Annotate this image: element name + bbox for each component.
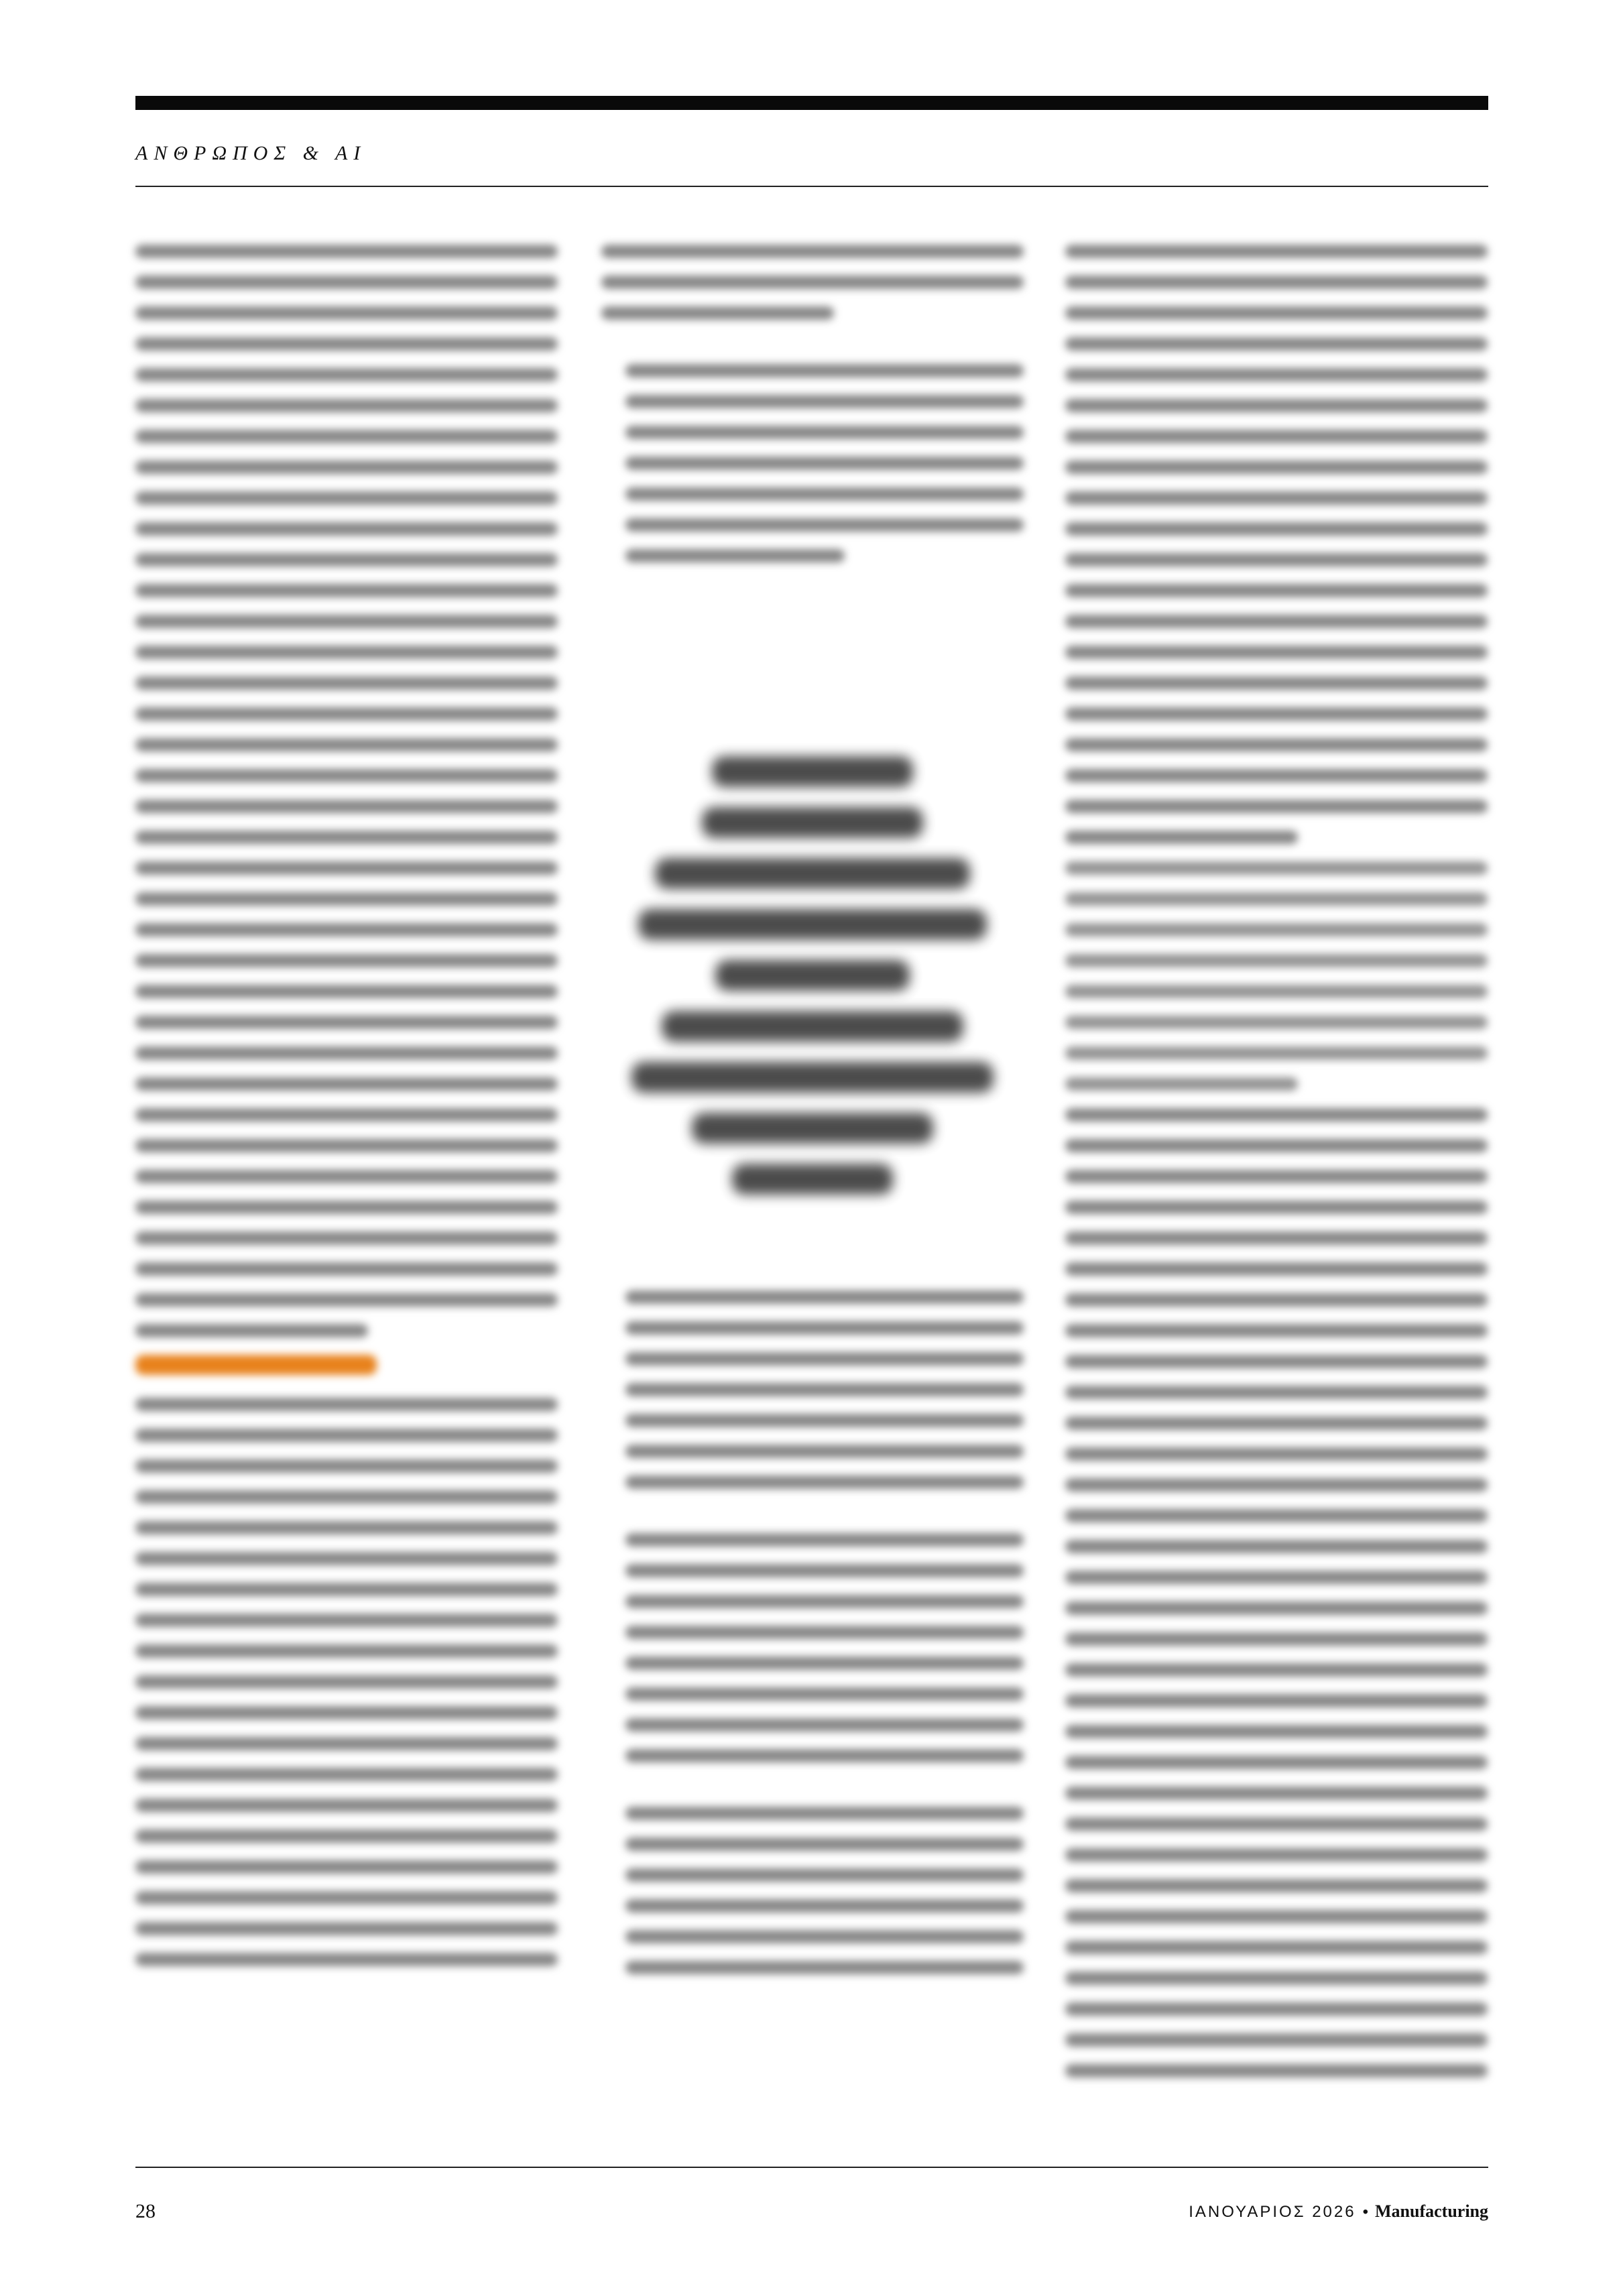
paragraph-illegible xyxy=(135,245,558,1337)
paragraph-illegible xyxy=(1065,245,1488,844)
subheading-illegible xyxy=(135,1355,377,1375)
list-item xyxy=(601,1807,1024,1974)
issue-date: ΙΑΝΟΥΑΡΙΟΣ 2026 xyxy=(1189,2203,1356,2221)
footer-separator: • xyxy=(1362,2203,1368,2221)
header-top-bar xyxy=(135,96,1488,110)
header-rule xyxy=(135,186,1488,187)
paragraph-illegible xyxy=(1065,861,1488,1091)
pull-quote xyxy=(601,727,1024,1244)
pull-quote-illegible xyxy=(625,756,1000,1215)
column-1 xyxy=(135,245,558,2118)
column-2-lower xyxy=(601,1290,1024,2118)
list-item xyxy=(601,1290,1024,1489)
paragraph-illegible xyxy=(1065,1108,1488,2077)
paragraph-illegible xyxy=(135,1398,558,1966)
footer-rule xyxy=(135,2167,1488,2168)
list-item xyxy=(601,364,1024,562)
paragraph-illegible xyxy=(601,245,1024,320)
footer-issue-line xyxy=(1189,2201,1488,2222)
column-3 xyxy=(1065,245,1488,2118)
list-item xyxy=(601,1533,1024,1762)
section-label: ΑΝΘΡΩΠΟΣ & ΑΙ xyxy=(135,142,367,164)
magazine-name: Manufacturing xyxy=(1375,2201,1488,2221)
page-number: 28 xyxy=(135,2200,156,2222)
